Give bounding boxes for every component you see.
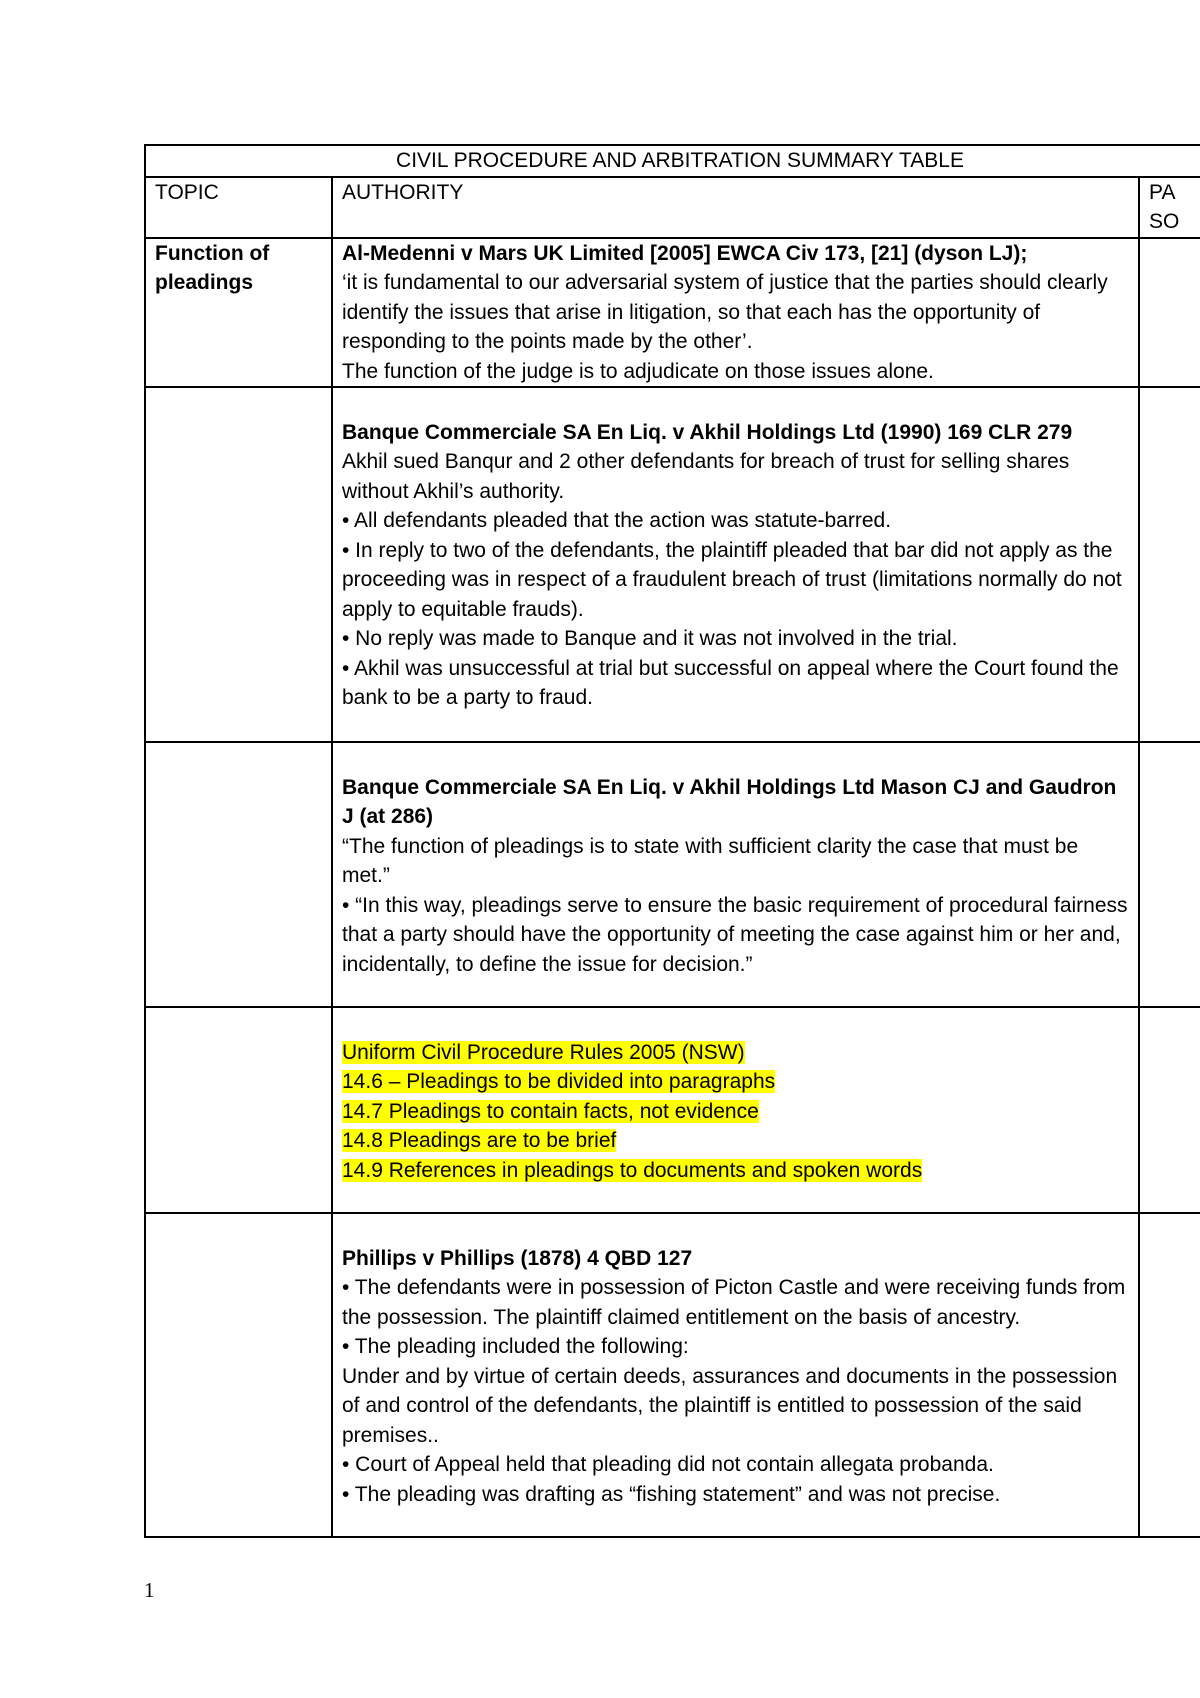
authority-bullet: • Court of Appeal held that pleading did not contain allegata probanda.: [342, 1453, 994, 1476]
page-cell: [1139, 742, 1200, 1007]
page-cell: [1139, 1213, 1200, 1537]
table-row: [145, 1007, 1200, 1213]
page-cell: [1139, 1007, 1200, 1213]
authority-text-line: The function of the judge is to adjudicate on those issues alone.: [342, 359, 934, 383]
authority-title: Banque Commerciale SA En Liq. v Akhil Holdings Ltd (1990) 169 CLR 279: [342, 420, 1073, 444]
highlighted-rule: 14.6 – Pleadings to be divided into paragraphs: [342, 1070, 776, 1093]
authority-title: Al-Medenni v Mars UK Limited [2005] EWCA Civ 173, [21] (dyson LJ);: [342, 241, 1028, 265]
topic-cell: [145, 742, 332, 1007]
authority-bullet: • All defendants pleaded that the action was statute-barred.: [342, 509, 892, 532]
blank-line: [342, 1214, 1129, 1244]
highlighted-rule: Uniform Civil Procedure Rules 2005 (NSW): [342, 1040, 745, 1064]
table-title: CIVIL PROCEDURE AND ARBITRATION SUMMARY TABLE: [145, 145, 1200, 177]
topic-cell: [145, 1213, 332, 1537]
blank-line: [342, 388, 1129, 418]
table-row: [145, 742, 1200, 1007]
table-row: [145, 1213, 1200, 1537]
table-title-row: [145, 145, 1200, 177]
authority-text-line: Under and by virtue of certain deeds, assurances and documents in the possession of and control of the defendants, the plaintiff is entitled to possession of the said premises..: [342, 1364, 1118, 1447]
authority-text-line: Akhil sued Banqur and 2 other defendants for breach of trust for selling shares without Akhil’s authority.: [342, 450, 1070, 503]
authority-bullet: • The defendants were in possession of Picton Castle and were receiving funds from the possession. The plaintiff claimed entitlement on the basis of ancestry.: [342, 1276, 1126, 1329]
topic-cell: Function of pleadings: [145, 238, 332, 388]
header-authority: AUTHORITY: [332, 177, 1139, 238]
table-row: [145, 238, 1200, 388]
authority-text-line: ‘it is fundamental to our adversarial system of justice that the parties should clearly identify the issues that arise in litigation, so that each has the opportunity of responding to the points made by the other’.: [342, 271, 1108, 353]
topic-cell: [145, 1007, 332, 1213]
page-cell: [1139, 387, 1200, 742]
highlighted-rule: 14.9 References in pleadings to documents and spoken words: [342, 1158, 923, 1182]
page-number: 1: [144, 1578, 155, 1602]
authority-bullet: • No reply was made to Banque and it was not involved in the trial.: [342, 627, 958, 650]
authority-cell: [332, 1007, 1139, 1213]
authority-bullet: • The pleading included the following:: [342, 1335, 689, 1358]
table-row: [145, 387, 1200, 742]
authority-title: Phillips v Phillips (1878) 4 QBD 127: [342, 1246, 693, 1270]
authority-cell: [332, 1213, 1139, 1537]
header-topic: TOPIC: [145, 177, 332, 238]
authority-bullet: • In reply to two of the defendants, the plaintiff pleaded that bar did not apply as the proceeding was in respect of a fraudulent breach of trust (limitations normally do not apply to equitable frauds).: [342, 538, 1122, 621]
blank-line: [342, 1008, 1129, 1038]
authority-bullet: • “In this way, pleadings serve to ensure the basic requirement of procedural fairness that a party should have the opportunity of meeting the case against him or her and, incidentally, to define the issue for decision.”: [342, 893, 1128, 976]
authority-cell: [332, 387, 1139, 742]
header-page-line-1: PA: [1149, 180, 1176, 204]
header-page-line-2: SO: [1149, 210, 1180, 233]
authority-cell: [332, 742, 1139, 1007]
authority-bullet: • Akhil was unsuccessful at trial but successful on appeal where the Court found the bank to be a party to fraud.: [342, 656, 1119, 709]
highlighted-rule: 14.8 Pleadings are to be brief: [342, 1129, 617, 1152]
highlighted-rule: 14.7 Pleadings to contain facts, not evidence: [342, 1099, 759, 1123]
blank-line: [342, 743, 1129, 773]
table-header-row: [145, 177, 1200, 238]
authority-title: Banque Commerciale SA En Liq. v Akhil Holdings Ltd Mason CJ and Gaudron J (at 286): [342, 775, 1117, 828]
authority-quote: “The function of pleadings is to state with sufficient clarity the case that must be met.”: [342, 834, 1079, 887]
summary-table: [144, 144, 1200, 1538]
authority-cell: [332, 238, 1139, 388]
topic-cell: [145, 387, 332, 742]
authority-bullet: • The pleading was drafting as “fishing statement” and was not precise.: [342, 1482, 1001, 1506]
page-cell: [1139, 238, 1200, 388]
header-page: [1139, 177, 1200, 238]
